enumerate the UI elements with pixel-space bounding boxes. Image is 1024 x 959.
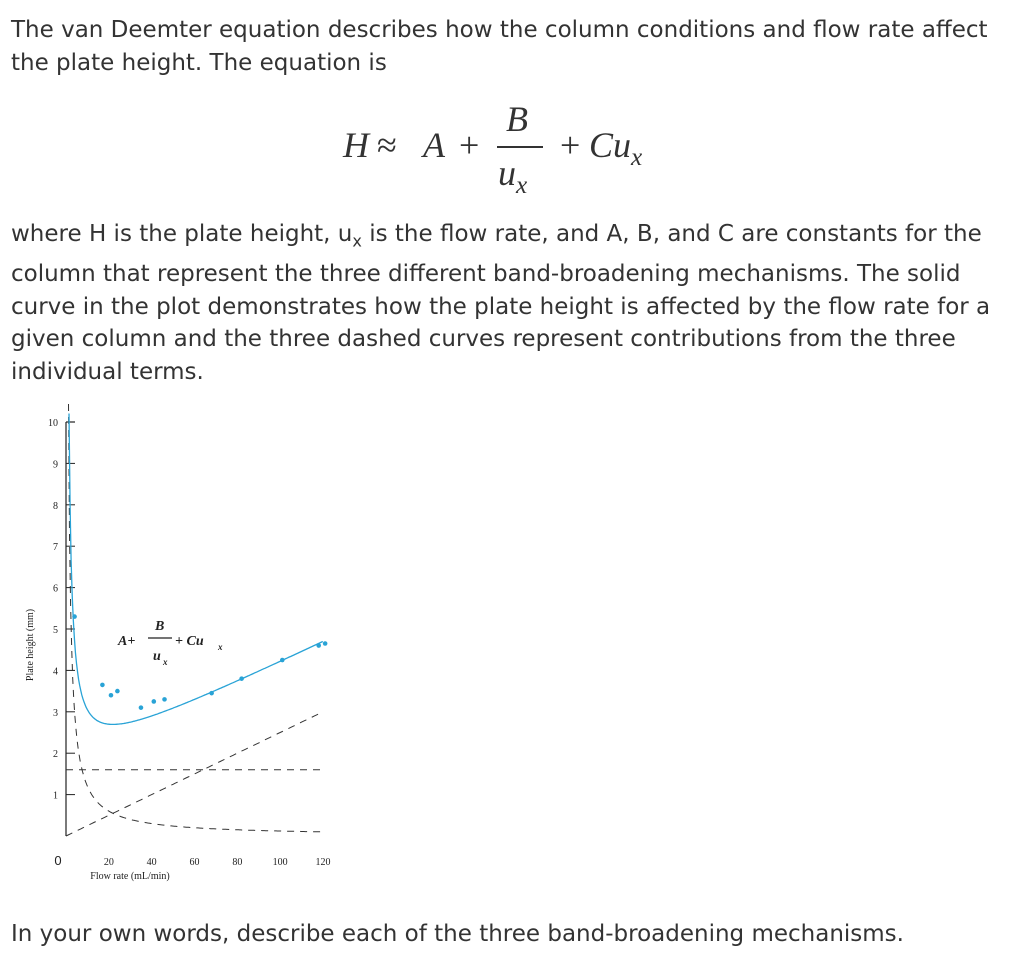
solid-total-curve (69, 414, 323, 725)
dashed-term-curves (66, 404, 323, 836)
annot-u: u (153, 649, 161, 664)
van-deemter-plot (0, 400, 360, 900)
y-tick-label: 8 (53, 500, 58, 512)
data-point (152, 699, 157, 704)
y-tick-label: 4 (53, 666, 58, 678)
data-point (100, 683, 105, 688)
x-tick-label: 100 (272, 857, 288, 868)
y-tick-label: 9 (53, 459, 58, 471)
C-term-dashed-line (66, 712, 323, 836)
y-tick-label: 1 (53, 790, 58, 802)
eq-denominator: $u_x$ (498, 153, 528, 200)
data-point (239, 676, 244, 681)
y-tick-label: 6 (53, 583, 58, 595)
y-tick-label: 2 (53, 749, 58, 761)
van-deemter-equation (0, 96, 1024, 206)
annot-C-sub: x (218, 642, 223, 652)
x-tick-label: 120 (315, 857, 331, 868)
B-term-dashed-curve (69, 404, 323, 832)
x-axis-label: Flow rate (mL/min) (90, 871, 170, 882)
x-tick-label: 60 (189, 857, 200, 868)
y-axis-label: Plate height (mm) (25, 608, 36, 682)
question-paragraph: In your own words, describe each of the three band-broadening mechanisms. (11, 921, 904, 947)
y-tick-label: 5 (53, 625, 58, 636)
explanation-paragraph: where H is the plate height, $u_x$ is the flow rate, and A, B, and C are constants for the column that represent the three different band-broadening mechanisms. The solid curve in the plot demonstrates how the plate height is affected by the flow rate for a given column and the three dashed curves represent contributions from the three individual terms. (11, 221, 991, 385)
data-point (139, 705, 144, 710)
total-plate-height-curve (69, 414, 323, 725)
annot-plus-Cu: + Cu (175, 634, 204, 649)
data-point (316, 643, 321, 648)
x-tick-label: 0 (54, 853, 62, 868)
intro-paragraph: The van Deemter equation describes how the column conditions and flow rate affect the plate height. The equation is (11, 17, 988, 76)
y-tick-label: 7 (53, 542, 58, 554)
data-point (209, 691, 214, 696)
data-point (109, 693, 114, 698)
eq-plus-2: + (560, 125, 581, 165)
curve-annotation (117, 619, 223, 667)
eq-A: A (423, 125, 445, 165)
data-point (72, 614, 77, 619)
annot-B: B (155, 619, 165, 634)
y-tick-label: 3 (53, 707, 58, 719)
eq-fraction-bar (497, 146, 543, 148)
eq-approx: ≈ (377, 125, 397, 165)
x-tick-label: 40 (146, 857, 157, 868)
y-tick-label: 10 (48, 418, 58, 429)
data-point (115, 689, 120, 694)
x-tick-label: 20 (103, 857, 114, 868)
x-tick-label: 80 (232, 857, 243, 868)
data-point (280, 658, 285, 663)
eq-C-term: $Cu_x$ (589, 125, 643, 172)
eq-H: H (343, 125, 369, 165)
eq-plus-1: + (459, 125, 480, 165)
eq-numerator-B: B (506, 99, 528, 139)
data-points (72, 614, 327, 710)
annot-A-plus: A+ (118, 634, 136, 649)
annot-u-sub: x (163, 657, 168, 667)
data-point (323, 641, 328, 646)
data-point (162, 697, 167, 702)
